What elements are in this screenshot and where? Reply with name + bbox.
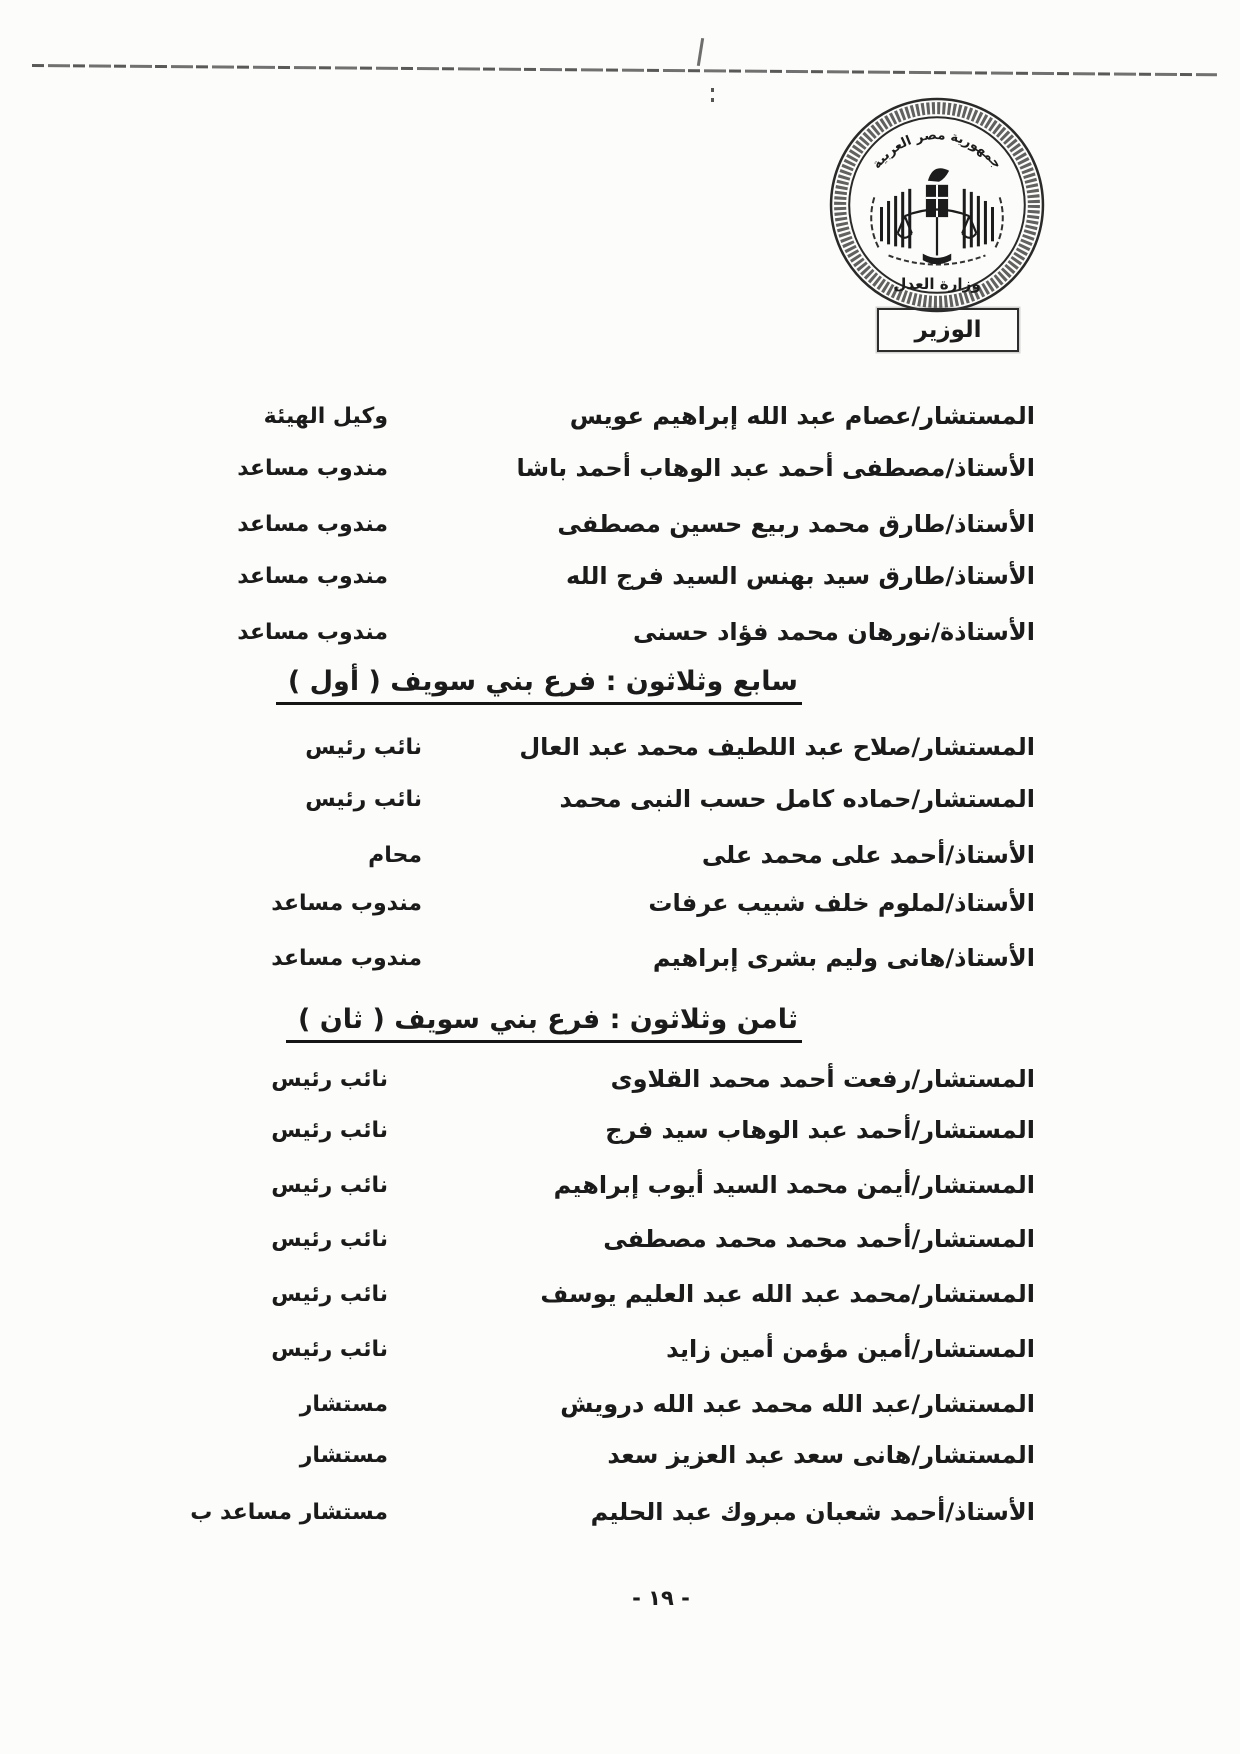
staff-row [0,1390,1240,1428]
staff-name: المستشار/أحمد محمد محمد مصطفى [603,1225,1035,1253]
staff-name: الأستاذ/هانى وليم بشرى إبراهيم [652,944,1035,972]
staff-row [0,944,1240,982]
staff-row [0,618,1240,656]
staff-rank: نائب رئيس [271,1173,388,1198]
staff-rank: نائب رئيس [271,1118,388,1143]
staff-row [0,562,1240,600]
staff-name: المستشار/محمد عبد الله عبد العليم يوسف [540,1280,1035,1308]
shield-icon [926,185,948,217]
staff-row [0,841,1240,879]
staff-rank: مستشار [299,1443,388,1468]
staff-rank: نائب رئيس [271,1067,388,1092]
staff-row [0,1171,1240,1209]
staff-rank: مندوب مساعد [237,564,388,589]
staff-row [0,785,1240,823]
section-heading-37: سابع وثلاثون : فرع بني سويف ( أول ) [276,666,802,705]
staff-name: المستشار/أيمن محمد السيد أيوب إبراهيم [553,1171,1035,1199]
eagle-head-icon [928,168,949,182]
minister-title-label: الوزير [914,317,982,343]
staff-name: الأستاذ/لملوم خلف شبيب عرفات [648,889,1035,917]
staff-row [0,1441,1240,1479]
staff-row [0,1116,1240,1154]
staff-row [0,1065,1240,1103]
staff-row [0,1335,1240,1373]
seal-country-text: جمهورية مصر العربية [869,128,1005,172]
ministry-of-justice-seal-icon [826,94,1048,316]
staff-row [0,402,1240,440]
scan-artifact-dots [711,88,714,104]
staff-rank: نائب رئيس [305,787,422,812]
staff-row [0,1225,1240,1263]
staff-row [0,733,1240,771]
staff-name: المستشار/هانى سعد عبد العزيز سعد [607,1441,1035,1469]
staff-rank: نائب رئيس [271,1227,388,1252]
staff-name: المستشار/رفعت أحمد محمد القلاوى [610,1065,1035,1093]
staff-name: الأستاذ/أحمد شعبان مبروك عبد الحليم [590,1498,1035,1526]
staff-name: المستشار/أحمد عبد الوهاب سيد فرج [605,1116,1035,1144]
staff-row [0,454,1240,492]
staff-row [0,1498,1240,1536]
staff-name: الأستاذ/أحمد على محمد على [701,841,1035,869]
minister-title-box [877,308,1019,352]
staff-rank: مستشار [299,1392,388,1417]
staff-name: المستشار/أمين مؤمن أمين زايد [666,1335,1035,1363]
staff-row [0,889,1240,927]
staff-rank: نائب رئيس [271,1337,388,1362]
staff-name: المستشار/صلاح عبد اللطيف محمد عبد العال [519,733,1035,761]
scan-artifact-tick [697,38,704,66]
scan-artifact-line [32,64,1217,76]
svg-text:جمهورية مصر العربية [869,128,1004,172]
seal-ministry-text: وزارة العدل [893,274,981,293]
staff-rank: نائب رئيس [271,1282,388,1307]
staff-row [0,510,1240,548]
staff-rank: نائب رئيس [305,735,422,760]
staff-name: الأستاذة/نورهان محمد فؤاد حسنى [632,618,1035,646]
staff-rank: مستشار مساعد ب [190,1500,388,1525]
section-heading-38: ثامن وثلاثون : فرع بني سويف ( ثان ) [286,1004,802,1043]
staff-rank: مندوب مساعد [237,620,388,645]
staff-name: المستشار/عبد الله محمد عبد الله درويش [560,1390,1035,1418]
staff-rank: مندوب مساعد [271,891,422,916]
staff-name: المستشار/عصام عبد الله إبراهيم عويس [569,402,1035,430]
staff-row [0,1280,1240,1318]
staff-rank: مندوب مساعد [271,946,422,971]
staff-name: المستشار/حماده كامل حسب النبى محمد [559,785,1035,813]
staff-rank: مندوب مساعد [237,456,388,481]
staff-name: الأستاذ/طارق سيد بهنس السيد فرج الله [566,562,1035,590]
staff-name: الأستاذ/طارق محمد ربيع حسين مصطفى [557,510,1035,538]
page-number: - ١٩ - [632,1586,690,1610]
staff-rank: وكيل الهيئة [263,404,388,429]
staff-name: الأستاذ/مصطفى أحمد عبد الوهاب أحمد باشا [516,454,1035,482]
staff-rank: مندوب مساعد [237,512,388,537]
staff-rank: محام [368,843,422,868]
